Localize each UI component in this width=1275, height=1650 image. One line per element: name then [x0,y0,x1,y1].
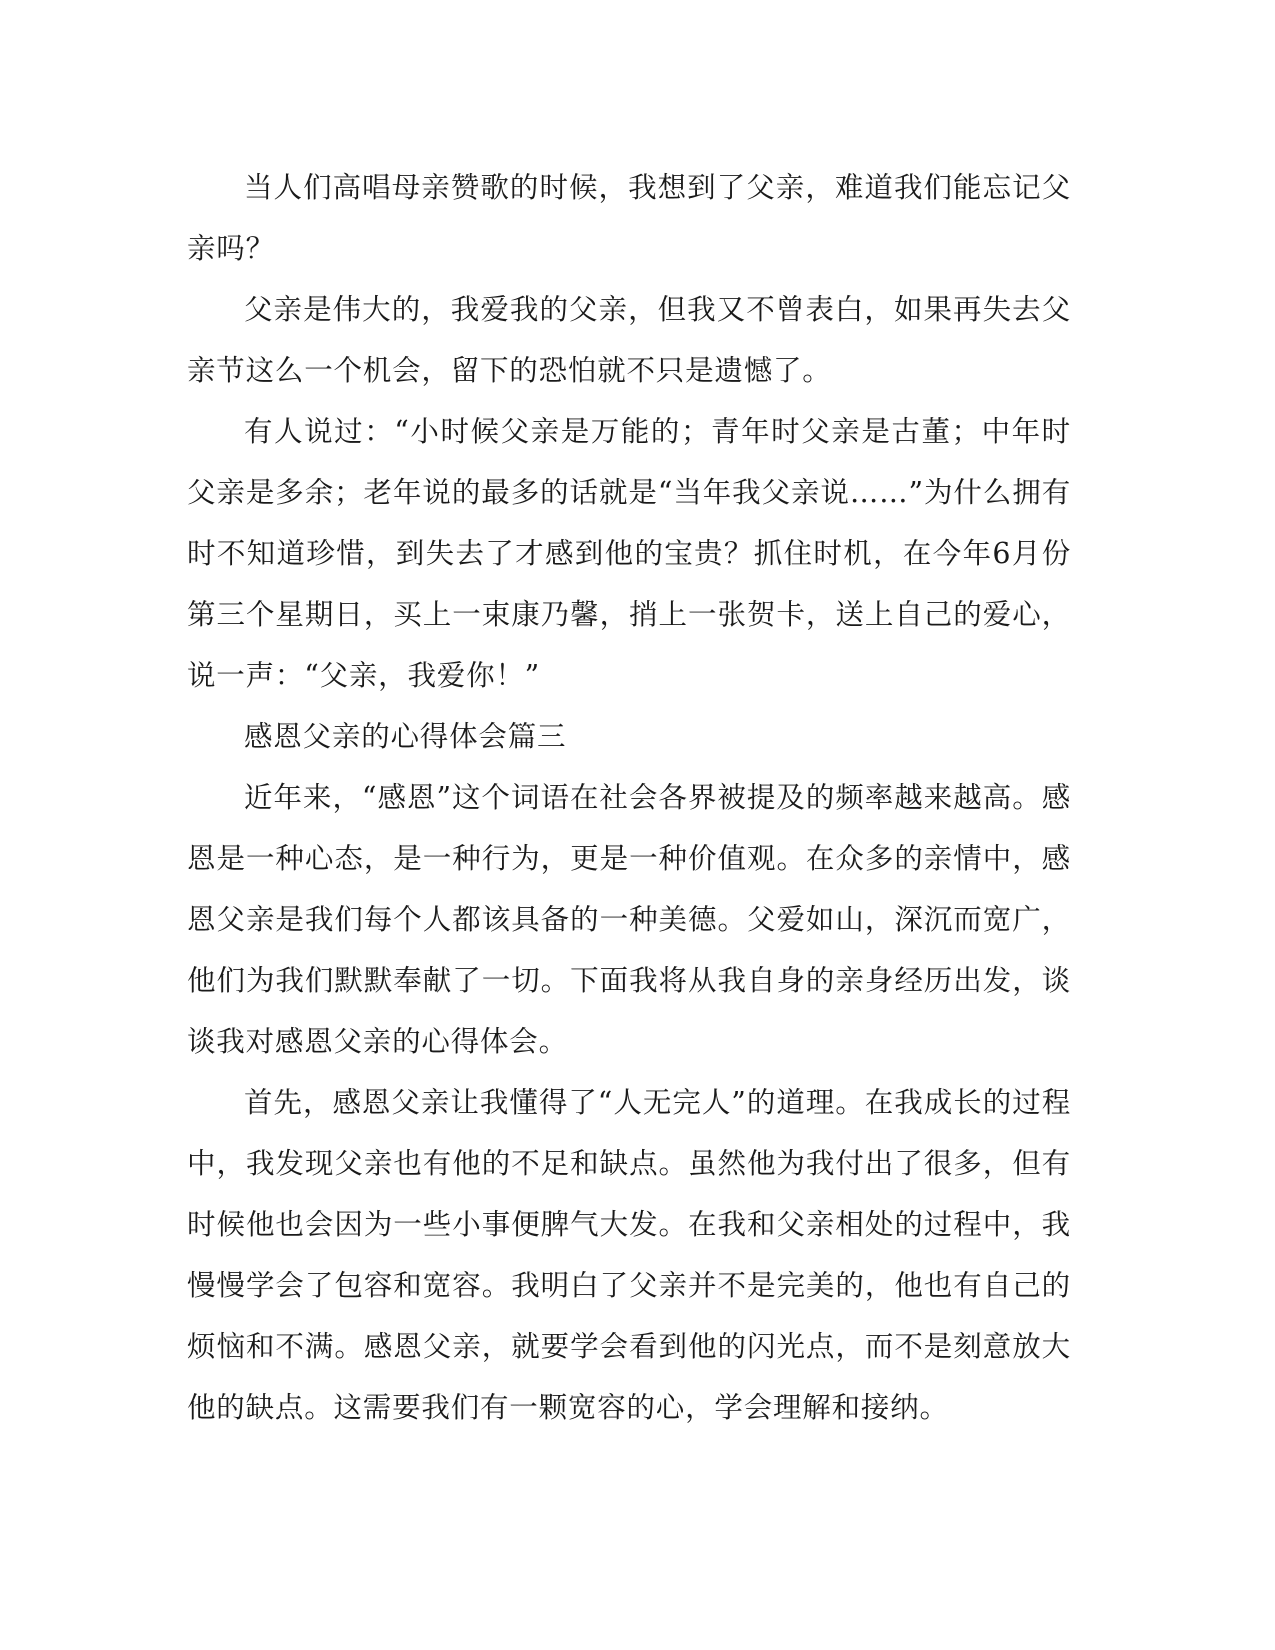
paragraph-father-praise: 当人们高唱母亲赞歌的时候，我想到了父亲，难道我们能忘记父亲吗？ [187,171,1071,265]
document-body [187,157,1071,1438]
paragraph-father-great: 父亲是伟大的，我爱我的父亲，但我又不曾表白，如果再失去父亲节这么一个机会，留下的恐怕就不只是遗憾了。 [187,293,1071,387]
paragraph-nobody-perfect: 首先，感恩父亲让我懂得了“人无完人”的道理。在我成长的过程中，我发现父亲也有他的不足和缺点。虽然他为我付出了很多，但有时候他也会因为一些小事便脾气大发。在我和父亲相处的过程中，我慢慢学会了包容和宽容。我明白了父亲并不是完美的，他也有自己的烦恼和不满。感恩父亲，就要学会看到他的闪光点，而不是刻意放大他的缺点。这需要我们有一颗宽容的心，学会理解和接纳。 [187,1086,1071,1424]
paragraph-someone-said: 有人说过：“小时候父亲是万能的；青年时父亲是古董；中年时父亲是多余；老年说的最多的话就是“当年我父亲说……”为什么拥有时不知道珍惜，到失去了才感到他的宝贵？抓住时机，在今年6月份第三个星期日，买上一束康乃馨，捎上一张贺卡，送上自己的爱心，说一声：“父亲，我爱你！” [187,415,1071,692]
section-heading: 感恩父亲的心得体会篇三 [244,720,567,753]
paragraph-gratitude-intro: 近年来，“感恩”这个词语在社会各界被提及的频率越来越高。感恩是一种心态，是一种行为，更是一种价值观。在众多的亲情中，感恩父亲是我们每个人都该具备的一种美德。父爱如山，深沉而宽广，他们为我们默默奉献了一切。下面我将从我自身的亲身经历出发，谈谈我对感恩父亲的心得体会。 [187,781,1071,1058]
